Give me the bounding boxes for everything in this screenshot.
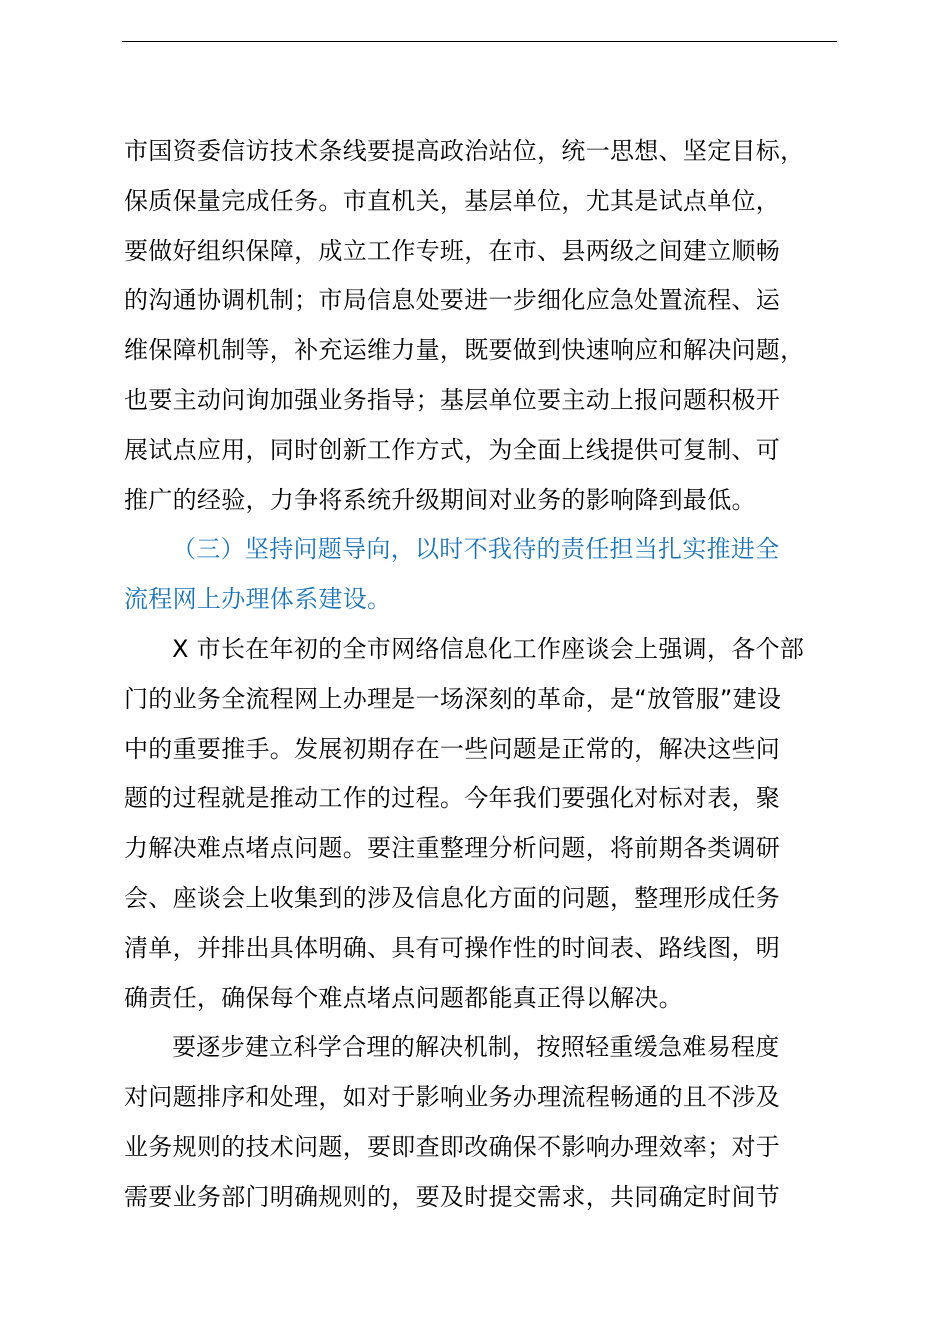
body-line: 会、座谈会上收集到的涉及信息化方面的问题，整理形成任务 <box>124 883 781 912</box>
paragraph-first-line: X 市长在年初的全市网络信息化工作座谈会上强调，各个部 <box>172 634 805 663</box>
body-line: 也要主动问询加强业务指导；基层单位要主动上报问题积极开 <box>124 385 781 414</box>
body-line: 保质保量完成任务。市直机关，基层单位，尤其是试点单位， <box>124 186 781 215</box>
body-line: 门的业务全流程网上办理是一场深刻的革命，是“放管服”建设 <box>124 684 782 713</box>
body-line: 需要业务部门明确规则的，要及时提交需求，共同确定时间节 <box>124 1182 781 1211</box>
body-line: 确责任，确保每个难点堵点问题都能真正得以解决。 <box>124 983 683 1012</box>
body-line: 市国资委信访技术条线要提高政治站位，统一思想、坚定目标， <box>124 137 805 165</box>
body-line: 题的过程就是推动工作的过程。今年我们要强化对标对表，聚 <box>124 784 781 813</box>
body-line: 维保障机制等，补充运维力量，既要做到快速响应和解决问题， <box>124 336 805 365</box>
body-line: 要做好组织保障，成立工作专班，在市、县两级之间建立顺畅 <box>124 236 781 265</box>
body-line: 力解决难点堵点问题。要注重整理分析问题，将前期各类调研 <box>124 834 781 863</box>
body-line: 对问题排序和处理，如对于影响业务办理流程畅通的且不涉及 <box>124 1083 781 1112</box>
body-line: 的沟通协调机制；市局信息处要进一步细化应急处置流程、运 <box>124 286 781 315</box>
section-heading: （三）坚持问题导向，以时不我待的责任担当扎实推进全 <box>172 535 780 564</box>
body-line: 业务规则的技术问题，要即查即改确保不影响办理效率；对于 <box>124 1132 781 1161</box>
section-heading: 流程网上办理体系建设。 <box>124 585 392 614</box>
body-line: 推广的经验，力争将系统升级期间对业务的影响降到最低。 <box>124 485 756 514</box>
body-line: 展试点应用，同时创新工作方式，为全面上线提供可复制、可 <box>124 435 781 464</box>
paragraph-first-line: 要逐步建立科学合理的解决机制，按照轻重缓急难易程度 <box>172 1033 780 1062</box>
body-line: 中的重要推手。发展初期存在一些问题是正常的，解决这些问 <box>124 734 781 763</box>
body-line: 清单，并排出具体明确、具有可操作性的时间表、路线图，明 <box>124 933 781 962</box>
document-body <box>124 127 859 1223</box>
header-rule <box>122 41 837 42</box>
